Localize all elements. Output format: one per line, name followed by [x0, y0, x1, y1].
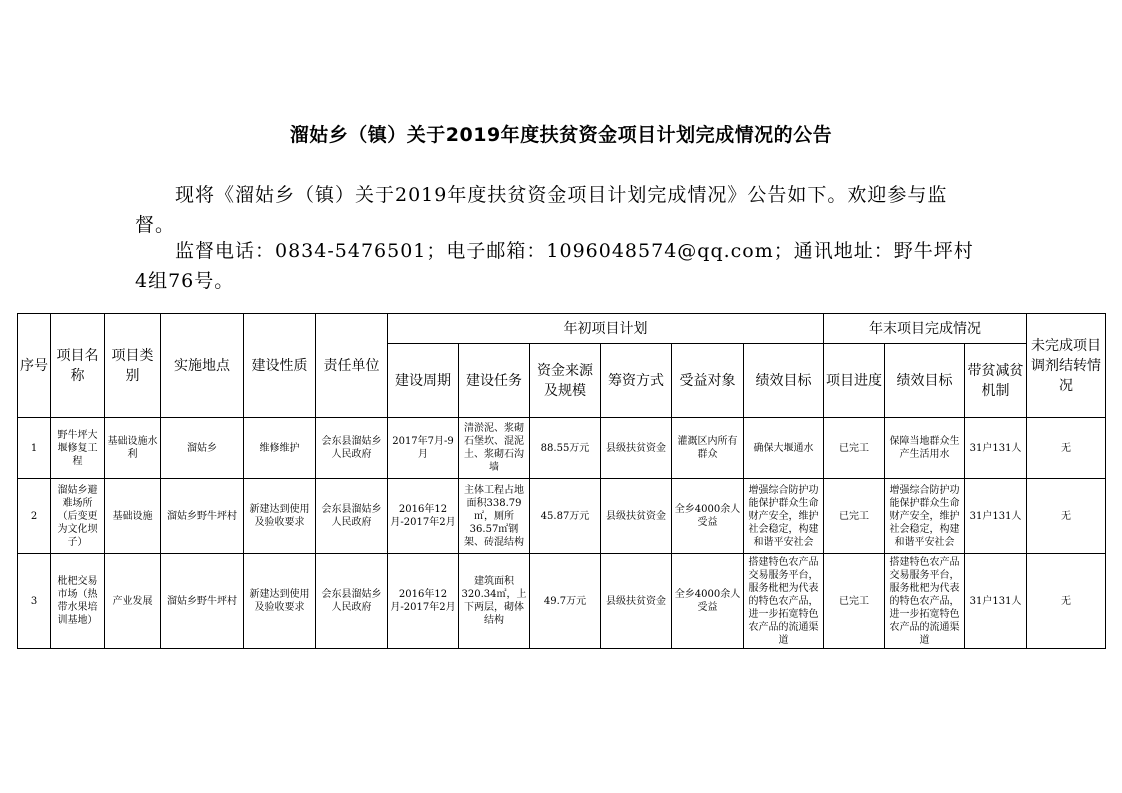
header-row-top	[18, 314, 1106, 344]
cell-adjust: 无	[1027, 418, 1106, 479]
col-header-location: 实施地点	[161, 314, 244, 418]
cell-mechanism: 31户131人	[965, 418, 1027, 479]
cell-category: 基础设施水利	[105, 418, 161, 479]
cell-task: 建筑面积320.34㎡，上下两层，砌体结构	[459, 554, 530, 649]
cell-mechanism: 31户131人	[965, 479, 1027, 554]
project-table	[17, 313, 1106, 649]
col-header-mechanism: 带贫减贫机制	[965, 344, 1027, 418]
cell-period: 2016年12月-2017年2月	[388, 554, 459, 649]
col-header-seq: 序号	[18, 314, 51, 418]
page-title: 溜姑乡（镇）关于2019年度扶贫资金项目计划完成情况的公告	[289, 124, 833, 146]
cell-unit: 会东县溜姑乡人民政府	[316, 554, 388, 649]
cell-fund: 45.87万元	[530, 479, 601, 554]
col-header-nature: 建设性质	[244, 314, 316, 418]
cell-result-target: 增强综合防护功能保护群众生命财产安全，维护社会稳定，构建和谐平安社会	[885, 479, 965, 554]
cell-raise: 县级扶贫资金	[601, 479, 672, 554]
cell-target: 增强综合防护功能保护群众生命财产安全，维护社会稳定，构建和谐平安社会	[744, 479, 824, 554]
cell-result-target: 搭建特色农产品交易服务平台，服务枇杷为代表的特色农产品，进一步拓宽特色农产品的流通渠道	[885, 554, 965, 649]
table-row	[18, 418, 1106, 479]
cell-nature: 新建达到使用及验收要求	[244, 479, 316, 554]
cell-location: 溜姑乡野牛坪村	[161, 479, 244, 554]
cell-category: 产业发展	[105, 554, 161, 649]
cell-beneficiary: 灌溉区内所有群众	[672, 418, 744, 479]
cell-nature: 新建达到使用及验收要求	[244, 554, 316, 649]
col-header-beneficiary: 受益对象	[672, 344, 744, 418]
cell-adjust: 无	[1027, 479, 1106, 554]
col-header-result-target: 绩效目标	[885, 344, 965, 418]
cell-task: 主体工程占地面积338.79㎡，厕所36.57㎡钢架、砖混结构	[459, 479, 530, 554]
cell-name: 野牛坪大堰修复工程	[51, 418, 105, 479]
intro-paragraph: 现将《溜姑乡（镇）关于2019年度扶贫资金项目计划完成情况》公告如下。欢迎参与监督。	[135, 184, 948, 236]
table-row	[18, 554, 1106, 649]
col-header-target: 绩效目标	[744, 344, 824, 418]
cell-progress: 已完工	[824, 554, 885, 649]
cell-progress: 已完工	[824, 479, 885, 554]
cell-name: 枇杷交易市场（热带水果培训基地）	[51, 554, 105, 649]
cell-location: 溜姑乡	[161, 418, 244, 479]
cell-unit: 会东县溜姑乡人民政府	[316, 418, 388, 479]
cell-seq: 1	[18, 418, 51, 479]
cell-raise: 县级扶贫资金	[601, 554, 672, 649]
cell-fund: 88.55万元	[530, 418, 601, 479]
col-header-unit: 责任单位	[316, 314, 388, 418]
cell-adjust: 无	[1027, 554, 1106, 649]
cell-nature: 维修维护	[244, 418, 316, 479]
cell-target: 搭建特色农产品交易服务平台，服务枇杷为代表的特色农产品，进一步拓宽特色农产品的流通渠道	[744, 554, 824, 649]
col-group-plan: 年初项目计划	[388, 314, 824, 344]
col-group-result: 年末项目完成情况	[824, 314, 1027, 344]
cell-result-target: 保障当地群众生产生活用水	[885, 418, 965, 479]
cell-beneficiary: 全乡4000余人受益	[672, 479, 744, 554]
cell-target: 确保大堰通水	[744, 418, 824, 479]
col-header-task: 建设任务	[459, 344, 530, 418]
cell-name: 溜姑乡避难场所（后变更为文化坝子）	[51, 479, 105, 554]
cell-seq: 2	[18, 479, 51, 554]
cell-period: 2017年7月-9月	[388, 418, 459, 479]
col-header-name: 项目名称	[51, 314, 105, 418]
col-header-fund: 资金来源及规模	[530, 344, 601, 418]
cell-category: 基础设施	[105, 479, 161, 554]
cell-location: 溜姑乡野牛坪村	[161, 554, 244, 649]
col-header-progress: 项目进度	[824, 344, 885, 418]
table-row	[18, 479, 1106, 554]
cell-beneficiary: 全乡4000余人受益	[672, 554, 744, 649]
cell-task: 清淤泥、浆砌石堡坎、混泥土、浆砌石沟墙	[459, 418, 530, 479]
cell-seq: 3	[18, 554, 51, 649]
col-header-adjust: 未完成项目调剂结转情况	[1027, 314, 1106, 418]
cell-progress: 已完工	[824, 418, 885, 479]
cell-mechanism: 31户131人	[965, 554, 1027, 649]
cell-period: 2016年12月-2017年2月	[388, 479, 459, 554]
contact-paragraph: 监督电话：0834-5476501；电子邮箱：1096048574@qq.com；通讯地址：野牛坪村4组76号。	[135, 240, 974, 292]
cell-unit: 会东县溜姑乡人民政府	[316, 479, 388, 554]
col-header-period: 建设周期	[388, 344, 459, 418]
col-header-raise: 筹资方式	[601, 344, 672, 418]
cell-raise: 县级扶贫资金	[601, 418, 672, 479]
col-header-category: 项目类别	[105, 314, 161, 418]
cell-fund: 49.7万元	[530, 554, 601, 649]
